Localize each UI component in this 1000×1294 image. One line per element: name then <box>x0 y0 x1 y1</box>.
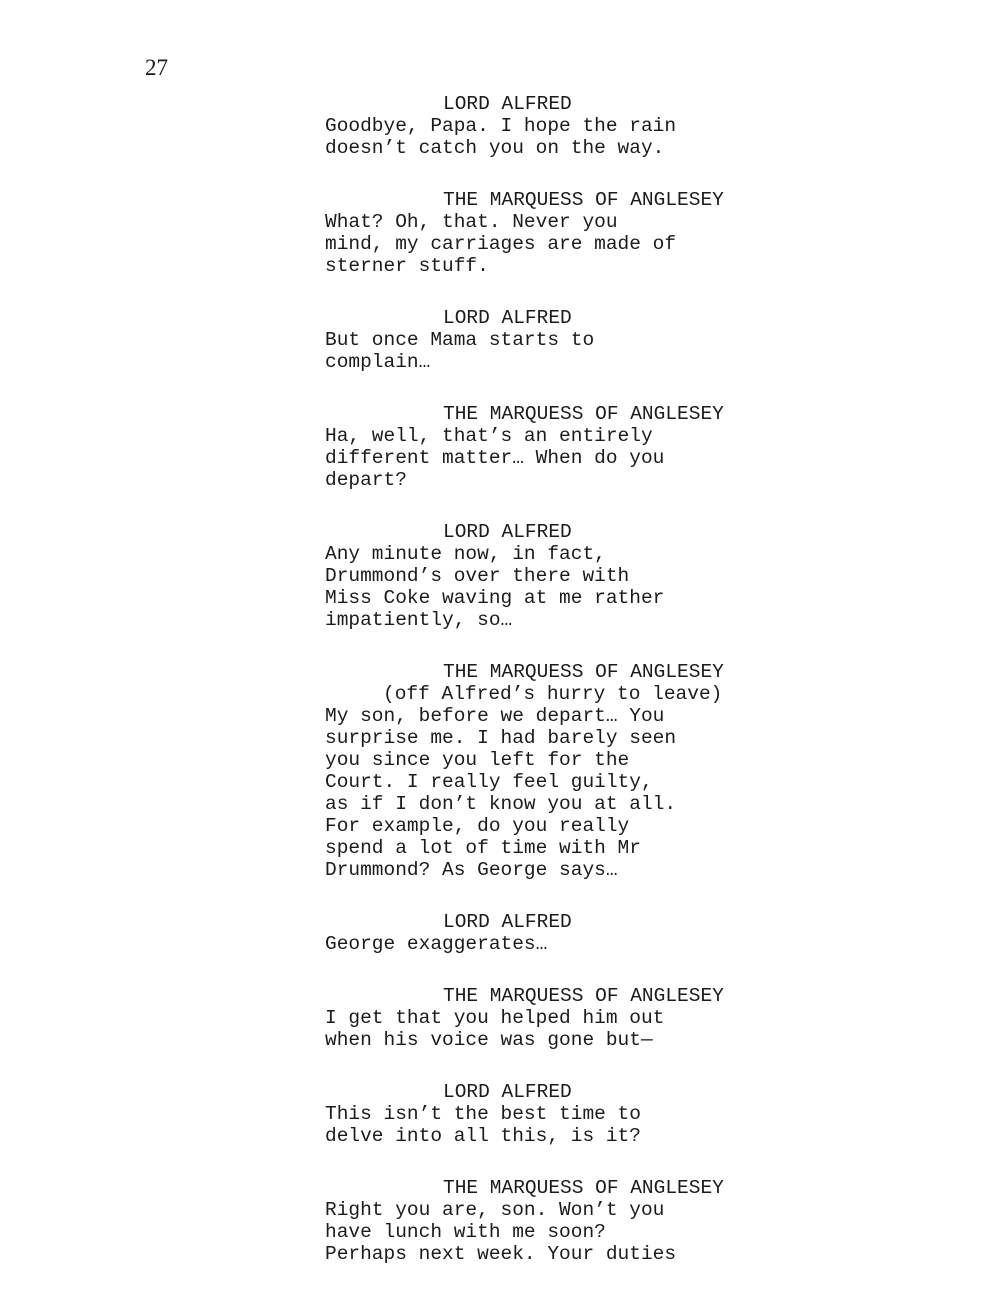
speech-block <box>325 93 795 159</box>
dialogue-line: What? Oh, that. Never you <box>325 211 618 233</box>
dialogue-line: depart? <box>325 469 407 491</box>
dialogue-line: Miss Coke waving at me rather <box>325 587 665 609</box>
dialogue-line: Court. I really feel guilty, <box>325 771 653 793</box>
dialogue-line: complain… <box>325 351 431 373</box>
dialogue-line: Drummond? As George says… <box>325 859 618 881</box>
dialogue-line: I get that you helped him out <box>325 1007 665 1029</box>
dialogue-line: delve into all this, is it? <box>325 1125 641 1147</box>
speech-block <box>325 189 795 277</box>
speech-block <box>325 1177 795 1265</box>
dialogue-line: as if I don’t know you at all. <box>325 793 677 815</box>
dialogue-line: you since you left for the <box>325 749 630 771</box>
character-name: THE MARQUESS OF ANGLESEY <box>443 403 724 425</box>
character-name: THE MARQUESS OF ANGLESEY <box>443 661 724 683</box>
dialogue-line: have lunch with me soon? <box>325 1221 606 1243</box>
character-name: THE MARQUESS OF ANGLESEY <box>443 985 724 1007</box>
speech-block <box>325 985 795 1051</box>
dialogue-line: Perhaps next week. Your duties <box>325 1243 677 1265</box>
dialogue-line: Right you are, son. Won’t you <box>325 1199 665 1221</box>
character-name: LORD ALFRED <box>443 93 572 115</box>
dialogue-line: My son, before we depart… You <box>325 705 665 727</box>
page-number: 27 <box>145 55 168 80</box>
dialogue-line: Drummond’s over there with <box>325 565 630 587</box>
dialogue-line: This isn’t the best time to <box>325 1103 641 1125</box>
speech-block <box>325 403 795 491</box>
dialogue-line: But once Mama starts to <box>325 329 595 351</box>
character-name: THE MARQUESS OF ANGLESEY <box>443 1177 724 1199</box>
speech-block <box>325 307 795 373</box>
speech-block <box>325 1081 795 1147</box>
dialogue-line: different matter… When do you <box>325 447 665 469</box>
dialogue-line: sterner stuff. <box>325 255 489 277</box>
parenthetical: (off Alfred’s hurry to leave) <box>383 683 723 705</box>
dialogue-line: George exaggerates… <box>325 933 548 955</box>
dialogue-line: spend a lot of time with Mr <box>325 837 641 859</box>
dialogue-line: impatiently, so… <box>325 609 513 631</box>
character-name: LORD ALFRED <box>443 1081 572 1103</box>
character-name: LORD ALFRED <box>443 521 572 543</box>
dialogue-line: Ha, well, that’s an entirely <box>325 425 653 447</box>
dialogue-line: surprise me. I had barely seen <box>325 727 677 749</box>
character-name: LORD ALFRED <box>443 307 572 329</box>
speech-block <box>325 521 795 631</box>
speech-block <box>325 911 795 955</box>
dialogue-line: For example, do you really <box>325 815 630 837</box>
dialogue-line: Goodbye, Papa. I hope the rain <box>325 115 677 137</box>
dialogue-line: Any minute now, in fact, <box>325 543 606 565</box>
character-name: LORD ALFRED <box>443 911 572 933</box>
character-name: THE MARQUESS OF ANGLESEY <box>443 189 724 211</box>
dialogue-line: doesn’t catch you on the way. <box>325 137 665 159</box>
dialogue-line: when his voice was gone but— <box>325 1029 653 1051</box>
script-content <box>325 93 795 1294</box>
dialogue-line: mind, my carriages are made of <box>325 233 677 255</box>
speech-block <box>325 661 795 881</box>
